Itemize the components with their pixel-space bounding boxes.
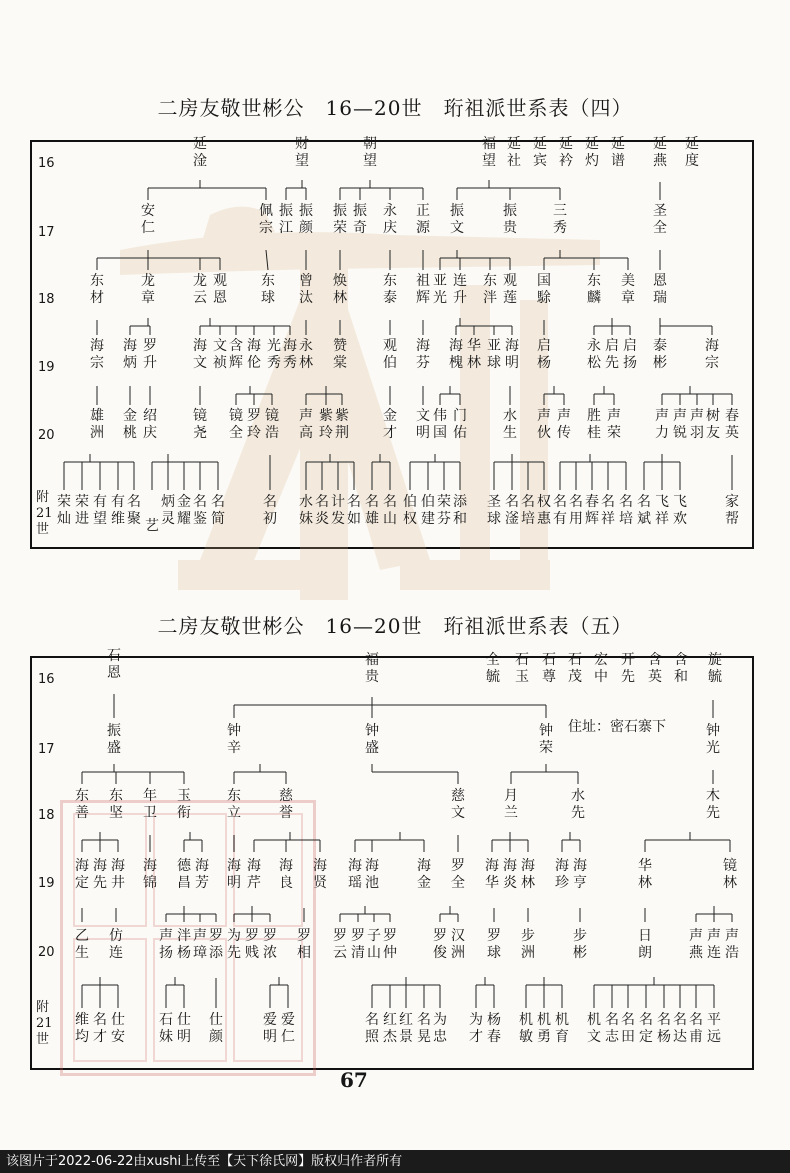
t4-person-75: 伟国 — [433, 408, 447, 441]
t4-person-34: 东泮 — [483, 273, 497, 306]
t5-person-1: 福贵 — [365, 652, 379, 685]
t5-person-5: 石茂 — [568, 652, 582, 685]
t5-person-92: 名杨 — [657, 1012, 671, 1045]
t4-person-61: 泰彬 — [653, 338, 667, 371]
t4-person-22: 圣全 — [653, 203, 667, 236]
t4-person-50: 赞棠 — [333, 338, 347, 371]
address-note: 住址：密石寨下 — [568, 719, 666, 735]
t5-gen-20: 20 — [38, 945, 55, 960]
t5-person-75: 仕颜 — [209, 1012, 223, 1045]
t4-person-51: 观伯 — [383, 338, 397, 371]
t4-gen-20: 20 — [38, 428, 55, 443]
t4-person-115: 名祥 — [601, 494, 615, 527]
t5-person-21: 慈誉 — [279, 788, 293, 821]
t4-person-104: 伯权 — [403, 494, 417, 527]
t5-person-89: 名志 — [605, 1012, 619, 1045]
t4-person-33: 连升 — [453, 273, 467, 306]
t4-person-84: 声羽 — [690, 408, 704, 441]
t5-gen-19: 19 — [38, 876, 55, 891]
t4-person-107: 添和 — [453, 494, 467, 527]
t4-person-21: 三秀 — [553, 203, 567, 236]
t5-person-35: 海贤 — [313, 858, 327, 891]
t5-person-54: 罗贱 — [245, 928, 259, 961]
t5-person-45: 华林 — [638, 858, 652, 891]
t5-person-39: 罗全 — [451, 858, 465, 891]
t5-person-29: 海锦 — [143, 858, 157, 891]
t4-person-77: 水生 — [503, 408, 517, 441]
t5-person-76: 爱明 — [263, 1012, 277, 1045]
t4-person-27: 东球 — [261, 273, 275, 306]
t5-person-72: 仕安 — [111, 1012, 125, 1045]
t5-person-83: 为才 — [469, 1012, 483, 1045]
t4-person-8: 延谱 — [611, 136, 625, 169]
t5-person-79: 红杰 — [383, 1012, 397, 1045]
t4-person-38: 美章 — [621, 273, 635, 306]
t5-person-73: 石妹 — [159, 1012, 173, 1045]
t4-person-2: 朝望 — [363, 136, 377, 169]
t5-person-28: 海井 — [111, 858, 125, 891]
t5-gen-21-label: 附 21 世 — [36, 1000, 53, 1047]
t5-person-94: 名甫 — [689, 1012, 703, 1045]
t5-person-80: 红景 — [399, 1012, 413, 1045]
t4-person-113: 名用 — [569, 494, 583, 527]
t5-person-63: 罗球 — [487, 928, 501, 961]
t4-person-43: 海文 — [193, 338, 207, 371]
t4-person-85: 树友 — [706, 408, 720, 441]
t4-person-93: 炳灵 — [161, 494, 175, 527]
t5-person-91: 名定 — [639, 1012, 653, 1045]
t5-person-88: 机文 — [587, 1012, 601, 1045]
t4-person-47: 光秀 — [267, 338, 281, 371]
t5-person-20: 东立 — [227, 788, 241, 821]
t4-person-12: 佩宗 — [259, 203, 273, 236]
t4-person-92: 艺 — [145, 518, 159, 534]
t4-person-11: 安仁 — [141, 203, 155, 236]
t4-person-76: 门佑 — [453, 408, 467, 441]
t4-person-81: 声荣 — [607, 408, 621, 441]
t5-person-17: 东坚 — [109, 788, 123, 821]
t4-person-101: 名如 — [347, 494, 361, 527]
t5-person-23: 月兰 — [504, 788, 518, 821]
t4-person-14: 振颜 — [299, 203, 313, 236]
t4-person-1: 财望 — [295, 136, 309, 169]
t5-person-37: 海池 — [365, 858, 379, 891]
t5-person-36: 海瑶 — [348, 858, 362, 891]
t4-person-52: 海芬 — [416, 338, 430, 371]
t5-person-26: 海定 — [75, 858, 89, 891]
t4-person-17: 永庆 — [383, 203, 397, 236]
t5-person-71: 名才 — [93, 1012, 107, 1045]
t5-person-41: 海炎 — [503, 858, 517, 891]
t4-person-105: 伯建 — [421, 494, 435, 527]
t4-person-111: 权惠 — [537, 494, 551, 527]
t5-person-8: 含英 — [648, 652, 662, 685]
t4-person-89: 有望 — [93, 494, 107, 527]
t4-person-39: 恩瑞 — [653, 273, 667, 306]
t4-person-109: 名滏 — [505, 494, 519, 527]
t4-person-5: 延宾 — [533, 136, 547, 169]
t5-person-67: 声燕 — [689, 928, 703, 961]
t4-person-68: 罗玲 — [247, 408, 261, 441]
t4-person-95: 名鉴 — [193, 494, 207, 527]
t5-person-93: 名达 — [673, 1012, 687, 1045]
t4-person-6: 延衿 — [559, 136, 573, 169]
t4-person-26: 观恩 — [213, 273, 227, 306]
t4-person-30: 东泰 — [383, 273, 397, 306]
t4-person-94: 金耀 — [177, 494, 191, 527]
t4-person-37: 东麟 — [587, 273, 601, 306]
t5-person-27: 海先 — [93, 858, 107, 891]
t4-person-98: 水妹 — [299, 494, 313, 527]
t4-person-19: 振文 — [450, 203, 464, 236]
t5-person-33: 海芹 — [247, 858, 261, 891]
t5-person-9: 含和 — [674, 652, 688, 685]
t4-person-24: 龙章 — [141, 273, 155, 306]
t4-person-72: 紫荆 — [335, 408, 349, 441]
t5-person-11: 振盛 — [107, 723, 121, 756]
t5-person-68: 声连 — [707, 928, 721, 961]
t4-person-66: 镜尧 — [193, 408, 207, 441]
footer-banner: 该图片于2022-06-22由xushi上传至【天下徐氏网】版权归作者所有 — [0, 1150, 790, 1173]
t4-person-63: 雄洲 — [90, 408, 104, 441]
t4-person-57: 启杨 — [537, 338, 551, 371]
t5-person-85: 机敏 — [519, 1012, 533, 1045]
t4-person-20: 振贵 — [503, 203, 517, 236]
t4-person-97: 名初 — [263, 494, 277, 527]
t5-person-24: 水先 — [571, 788, 585, 821]
t5-person-38: 海金 — [417, 858, 431, 891]
t4-person-59: 启先 — [605, 338, 619, 371]
t4-person-114: 春辉 — [585, 494, 599, 527]
t5-person-25: 木先 — [706, 788, 720, 821]
t5-person-90: 名田 — [621, 1012, 635, 1045]
t4-person-73: 金才 — [383, 408, 397, 441]
t5-person-55: 罗浓 — [263, 928, 277, 961]
t4-person-116: 名培 — [619, 494, 633, 527]
t5-person-47: 乙生 — [75, 928, 89, 961]
t4-person-4: 延社 — [507, 136, 521, 169]
t4-person-9: 延燕 — [653, 136, 667, 169]
t4-person-110: 名培 — [521, 494, 535, 527]
t5-person-86: 机勇 — [537, 1012, 551, 1045]
t4-person-49: 永林 — [299, 338, 313, 371]
t4-person-48: 海秀 — [283, 338, 297, 371]
t4-person-23: 东材 — [90, 273, 104, 306]
t4-person-15: 振荣 — [333, 203, 347, 236]
t4-person-44: 文祯 — [213, 338, 227, 371]
t4-person-86: 春英 — [725, 408, 739, 441]
t5-person-78: 名照 — [365, 1012, 379, 1045]
t4-person-53: 海槐 — [449, 338, 463, 371]
t5-person-13: 钟盛 — [365, 723, 379, 756]
t4-person-45: 含辉 — [229, 338, 243, 371]
t5-person-64: 步洲 — [521, 928, 535, 961]
t5-gen-18: 18 — [38, 808, 55, 823]
t5-person-95: 平远 — [707, 1012, 721, 1045]
t5-person-84: 杨春 — [487, 1012, 501, 1045]
t4-person-60: 启扬 — [623, 338, 637, 371]
t5-person-4: 石尊 — [542, 652, 556, 685]
t5-person-16: 东善 — [75, 788, 89, 821]
t4-person-7: 延灼 — [585, 136, 599, 169]
t5-person-77: 爱仁 — [281, 1012, 295, 1045]
t5-person-32: 海明 — [227, 858, 241, 891]
t5-person-19: 玉衔 — [177, 788, 191, 821]
t5-person-10: 旋毓 — [708, 652, 722, 685]
t4-person-31: 祖辉 — [416, 273, 430, 306]
t5-person-43: 海珍 — [555, 858, 569, 891]
t5-gen-16: 16 — [38, 672, 55, 687]
t4-person-69: 镜浩 — [265, 408, 279, 441]
t4-person-83: 声锐 — [673, 408, 687, 441]
t4-person-74: 文明 — [416, 408, 430, 441]
t5-person-0: 石恩 — [107, 648, 121, 681]
t4-person-13: 振江 — [279, 203, 293, 236]
t4-person-78: 声伙 — [537, 408, 551, 441]
t5-person-60: 罗仲 — [383, 928, 397, 961]
t5-person-48: 仿连 — [109, 928, 123, 961]
t5-person-51: 声璋 — [193, 928, 207, 961]
t4-person-62: 海宗 — [705, 338, 719, 371]
t4-person-29: 焕林 — [333, 273, 347, 306]
t4-person-35: 观莲 — [503, 273, 517, 306]
t4-person-55: 亚球 — [487, 338, 501, 371]
t4-person-106: 荣芬 — [437, 494, 451, 527]
t4-gen-21-label: 附 21 世 — [36, 490, 53, 537]
t4-gen-16: 16 — [38, 156, 55, 171]
t4-person-36: 国駼 — [537, 273, 551, 306]
table-title-4: 二房友敬世彬公 16—20世 珩祖派世系表（四） — [157, 96, 633, 120]
t5-person-57: 罗云 — [333, 928, 347, 961]
t5-person-56: 罗相 — [297, 928, 311, 961]
t5-person-2: 全毓 — [486, 652, 500, 685]
t5-person-14: 钟荣 — [539, 723, 553, 756]
t5-person-61: 罗俊 — [433, 928, 447, 961]
t5-person-40: 海华 — [485, 858, 499, 891]
t4-person-10: 延度 — [685, 136, 699, 169]
t4-person-108: 圣球 — [487, 494, 501, 527]
t4-person-18: 正源 — [416, 203, 430, 236]
t5-person-3: 石玉 — [515, 652, 529, 685]
t4-person-91: 名聚 — [127, 494, 141, 527]
t4-person-56: 海明 — [505, 338, 519, 371]
t5-person-70: 维均 — [75, 1012, 89, 1045]
t4-person-16: 振奇 — [353, 203, 367, 236]
t4-person-32: 亚光 — [433, 273, 447, 306]
t5-gen-17: 17 — [38, 742, 55, 757]
t4-person-3: 福望 — [482, 136, 496, 169]
t5-person-22: 慈文 — [451, 788, 465, 821]
t4-person-112: 名有 — [553, 494, 567, 527]
t4-person-28: 曾汰 — [299, 273, 313, 306]
t4-person-46: 海伦 — [247, 338, 261, 371]
t4-person-102: 名雄 — [365, 494, 379, 527]
t4-person-96: 名简 — [211, 494, 225, 527]
t5-person-58: 罗清 — [351, 928, 365, 961]
t5-person-50: 泮杨 — [177, 928, 191, 961]
t4-person-119: 飞欢 — [673, 494, 687, 527]
t4-person-70: 声高 — [299, 408, 313, 441]
t4-person-100: 计发 — [331, 494, 345, 527]
t5-person-34: 海良 — [279, 858, 293, 891]
page-number: 67 — [340, 1068, 368, 1092]
t4-person-67: 镜全 — [229, 408, 243, 441]
table-title-5: 二房友敬世彬公 16—20世 珩祖派世系表（五） — [157, 614, 633, 638]
t4-person-87: 荣灿 — [57, 494, 71, 527]
t4-person-88: 荣进 — [75, 494, 89, 527]
t4-person-79: 声传 — [557, 408, 571, 441]
t5-person-87: 机育 — [555, 1012, 569, 1045]
t5-person-46: 镜林 — [723, 858, 737, 891]
t5-person-74: 仕明 — [177, 1012, 191, 1045]
t5-person-18: 年卫 — [143, 788, 157, 821]
t4-person-42: 罗升 — [143, 338, 157, 371]
t5-person-53: 为先 — [227, 928, 241, 961]
t5-person-31: 海芳 — [195, 858, 209, 891]
t4-person-99: 名炎 — [315, 494, 329, 527]
t4-gen-18: 18 — [38, 292, 55, 307]
t5-person-82: 为忠 — [433, 1012, 447, 1045]
t5-person-15: 钟光 — [706, 723, 720, 756]
t4-person-71: 紫玲 — [319, 408, 333, 441]
t5-person-52: 罗添 — [209, 928, 223, 961]
t5-person-44: 海亨 — [573, 858, 587, 891]
t4-person-41: 海炳 — [123, 338, 137, 371]
t4-person-118: 飞祥 — [655, 494, 669, 527]
t4-person-103: 名山 — [383, 494, 397, 527]
t4-person-58: 永松 — [587, 338, 601, 371]
t4-person-80: 胜桂 — [587, 408, 601, 441]
t5-person-69: 声浩 — [725, 928, 739, 961]
t4-person-64: 金桃 — [123, 408, 137, 441]
t5-person-66: 日朗 — [638, 928, 652, 961]
t5-person-81: 名晃 — [417, 1012, 431, 1045]
t4-person-120: 家帮 — [725, 494, 739, 527]
t4-person-40: 海宗 — [90, 338, 104, 371]
t4-person-65: 绍庆 — [143, 408, 157, 441]
t4-person-25: 龙云 — [193, 273, 207, 306]
t5-person-59: 子山 — [367, 928, 381, 961]
t5-person-30: 德昌 — [177, 858, 191, 891]
t5-person-65: 步彬 — [573, 928, 587, 961]
t4-person-90: 有维 — [111, 494, 125, 527]
t4-person-82: 声力 — [655, 408, 669, 441]
t4-gen-17: 17 — [38, 225, 55, 240]
t5-person-62: 汉洲 — [451, 928, 465, 961]
t5-person-42: 海林 — [521, 858, 535, 891]
t4-person-54: 华林 — [467, 338, 481, 371]
t4-person-117: 名斌 — [637, 494, 651, 527]
t5-person-7: 开先 — [621, 652, 635, 685]
t4-person-0: 延淦 — [193, 136, 207, 169]
t5-person-49: 声扬 — [159, 928, 173, 961]
t4-gen-19: 19 — [38, 360, 55, 375]
t5-person-6: 宏中 — [594, 652, 608, 685]
t5-person-12: 钟辛 — [227, 723, 241, 756]
